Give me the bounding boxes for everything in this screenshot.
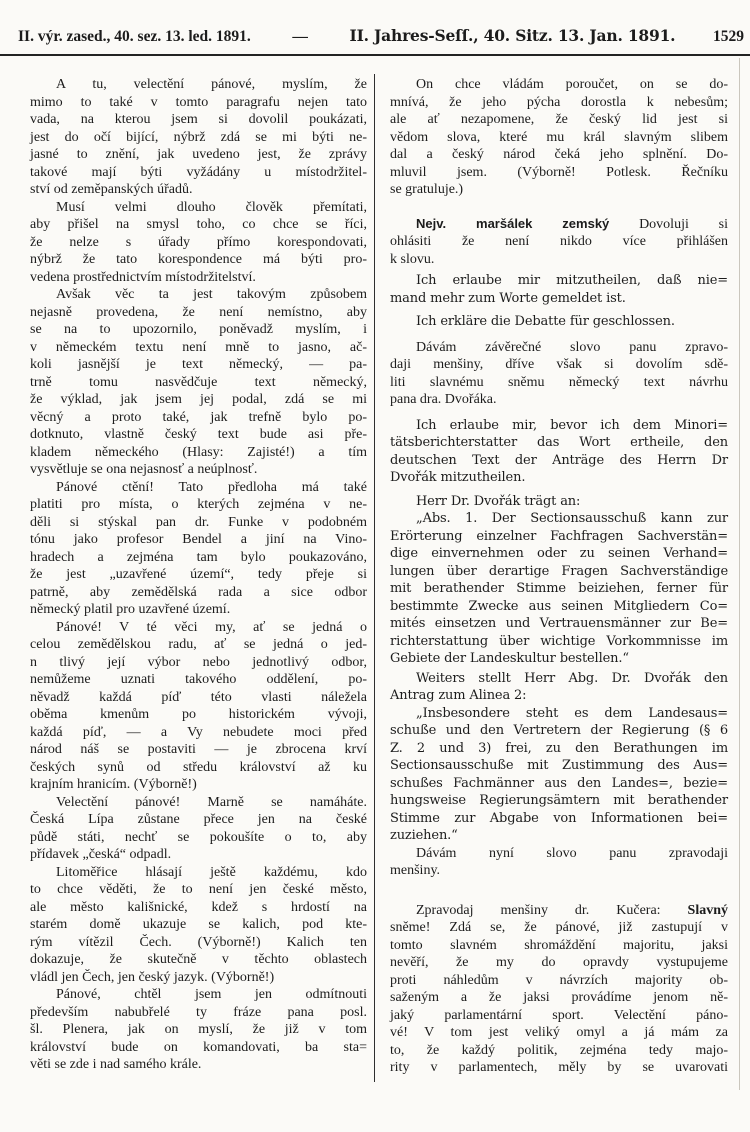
text-line: hradech a zejména tam bylo poukazováno, [30,549,367,565]
text-line: platiti pro místa, o kterých zejména v ne- [30,497,367,512]
text-line: jest do očí bijící, nýbrž zdá se mi býti ne- [30,129,367,145]
text-line: Ich erlaube mir, bevor ich dem Minori= [416,417,728,433]
left-column [30,76,367,1074]
text-line: „Abs. 1. Der Sectionsausschuß kann zur [416,511,728,526]
column-divider [374,74,375,1082]
paragraph [390,76,728,199]
text-line: jasné to znění, jak uvedeno jest, že zprávy [30,147,367,162]
text-line: především nabubřelé ty fráze pana posl. [30,1004,367,1020]
text-line: vé! V tom jest veliký omyl a já mám za [390,1025,728,1040]
text-line: půdě státi, nechť se pokoušíte o to, aby [30,829,367,845]
text-line: vedena prostřednictvím místodržitelství. [30,269,256,285]
text-line: zuziehen.“ [390,828,458,843]
header-czech-session: II. výr. zased., 40. sez. 13. led. 1891. [18,28,251,45]
text-line: lungen über derartige Fragen Sachverständige [390,563,728,579]
header-german-session: II. Jahres-Seſſ., 40. Sitz. 13. Jan. 1891. [349,26,676,45]
paragraph [390,493,728,511]
text-line: Pánové, chtěl jsem jen odmítnouti [56,987,367,1002]
text-line: Dávám nyní slovo panu zpravodaji [416,845,728,861]
paragraph [390,339,728,409]
text-line: hungsweise Regierungsämtern mit berathender [390,793,728,808]
text-line: nevěří, že my do opravdy vystupujeme [390,955,728,970]
text-line: že výklad, jak jsem jej podal, zdá se mi [30,392,367,407]
text-line: Erörterung einzelner Fachfragen Sachverstän= [390,528,728,544]
paragraph [390,417,728,487]
text-line: mnívá, že jeho pýcha dorostla k nebesům; [390,94,728,110]
text-line: mluvil jsem. (Výborně! Potlesk. Řečníku [390,164,728,180]
text-line: Antrag zum Alinea 2: [390,688,527,703]
text-line: takové mají býti vyžádány u místodržitel- [30,164,367,180]
paragraph [30,76,367,199]
paragraph [30,199,367,287]
right-column [390,76,728,1077]
text-line: proti náhledům v návrzích majority ob- [390,972,728,988]
text-line: Herr Dr. Dvořák trägt an: [416,493,581,509]
text-line: vysvětluje se ona nejasnosť a neúplnosť. [30,462,258,477]
text-line: nemůžeme uznati takového oddělení, po- [30,672,367,687]
text-line: ale město kališnické, kdež s hrdostí na [30,899,367,915]
page-header [18,26,744,46]
text-line: nýbrž že tato korespondence má býti pro- [30,252,367,267]
paragraph [30,986,367,1074]
header-rule [0,54,750,56]
text-line: Weiters stellt Herr Abg. Dr. Dvořák den [416,670,728,686]
text-line: se gratuluje.) [390,182,464,197]
text-line: vědom slova, které mu král slavným slibem [390,129,728,145]
text-line: Z. 2 und 3) frei, zu den Berathungen im [390,740,728,756]
text-line: ství od zeměpanských úřadů. [30,182,193,197]
text-line: daji menšiny, dříve však si dovolím sdě- [390,357,728,372]
text-line: německý platil pro uzavřené území. [30,602,231,617]
text-line: Velectění pánové! Marně se namáháte. [56,794,367,810]
paragraph [30,794,367,864]
text-line: věti se zde i nad samého krále. [30,1057,202,1072]
paragraph [390,705,728,845]
text-line: k slovu. [390,251,435,267]
text-line: schußes Fachmänner aus den Landes=, bezie= [390,775,728,791]
text-line: šl. Plenera, jak on myslí, že již v tom [30,1022,367,1037]
text-line: A tu, velectění pánové, myslím, že [56,77,367,92]
text-line: starém domě ukazuje se kalich, pod kte- [30,917,367,932]
text-line: jaký parlamentární sport. Velectění páno- [390,1007,728,1023]
text-line: „Insbesondere steht es dem Landesaus= [416,705,728,721]
text-line: přídavek „česká“ odpadl. [30,847,172,862]
text-line: každá píď, — a Vy nebudete moci před [30,724,367,740]
paragraph [30,619,367,794]
paragraph [30,479,367,619]
text-line: patrně, aby zemědělská rada a sice odbor [30,584,367,600]
text-line: celou zemědělskou radu, ať se jedná o jed- [30,637,367,652]
text-line: Gebiete der Landeskultur bestellen.“ [390,651,629,666]
paragraph [390,902,728,1077]
text-line: dal a český národ čeká jeho splnění. Do- [390,147,728,162]
text-line: Musí velmi dlouho člověk přemítati, [56,199,367,215]
paragraph [30,286,367,479]
paragraph [390,272,728,307]
text-line: aby přišel na smysl toho, co chce se říci, [30,217,367,232]
right-edge-line [739,58,740,1090]
text-line: národ náš se postaviti — je zbrocena krví [30,742,367,757]
text-line: pana dra. Dvořáka. [390,392,497,407]
text-line: rity v parlamentech, měly by se uvarovati [390,1060,728,1075]
text-line: Litoměřice hlásají ještě každému, kdo [56,864,367,880]
text-line: mit berathender Stimme beiziehen, ferner für [390,581,728,596]
text-line: tomto slavném shromáždění majoritu, jaksi [390,937,728,953]
text-line: mand mehr zum Worte gemeldet ist. [390,290,626,306]
text-line: Ich erkläre die Debatte für geschlossen. [416,314,675,329]
text-line: krajním hranicím. (Výborně!) [30,777,197,792]
text-line: v německém textu není mně to jasno, ač- [30,339,367,355]
paragraph [390,510,728,668]
text-line: českých synů od středu království až ku [30,759,367,775]
page-number: 1529 [713,28,744,45]
text-line: menšiny. [390,863,441,878]
text-line: ohlásiti že není nikdo více přihlášen [390,234,728,249]
text-line: dokazuje, že skutečně v těchto oblastech [30,952,367,967]
speaker-name: Nejv. maršálek zemský [416,215,610,231]
text-line: Pánové ctění! Tato předloha má také [56,479,367,495]
paragraph [390,670,728,705]
text-line: rým vítězil Čech. (Výborně!) Kalich ten [30,934,367,950]
text-line: Dávám závěrečné slovo panu zpravo- [416,339,728,355]
text-line: Stimme zur Abgabe von Informationen bei= [390,810,728,826]
text-line: nejasně provedena, že není nemístno, aby [30,304,367,320]
text-line: kladem německého (Hlasy: Zajisté!) a tím [30,444,367,460]
emphasized-text: Slavný [687,902,728,918]
text-line: bestimmte Zwecke aus seinen Mitgliedern Co= [390,598,728,614]
text-line: saženým a že jaksi provádíme jenom ně- [390,990,728,1005]
text-line: že jest „uzavřené území“, tedy přeje si [30,567,367,582]
text-line: věcný a proto také, jak trefně bylo po- [30,409,367,425]
text-line: ale ať nezapomene, že český lid jest si [390,112,728,127]
text-line: vada, na kterou jsem si dovolil poukázati, [30,112,367,127]
text-line: Nejv. maršálek zemský Dovoluji si [416,215,728,232]
text-line: schuße und den Vertretern der Regierung (§ 6 [390,723,728,738]
text-line: trně tomu nasvědčuje text německý, [30,374,367,390]
text-line: dotknuto, vlastně český text bude asi pře- [30,427,367,442]
text-line: Pánové! V té věci my, ať se jedná o [56,619,367,635]
text-line: On chce vládám poroučet, on se do- [416,77,728,92]
paragraph [390,313,728,331]
paragraph [30,864,367,987]
text-line: dige einvernehmen oder zu seinen Verhand= [390,546,728,561]
text-line: oběma kmenům po historickém vývoji, [30,707,367,722]
text-line: Avšak věc ta jest takovým způsobem [56,287,367,302]
text-line: richterstattung über wichtige Vorkommnisse im [390,633,728,649]
text-line: mités einsetzen und Vertrauensmänner zur Be= [390,616,728,631]
text-line: mimo to také v tomto paragrafu nejen tato [30,94,367,110]
header-dash: — [292,28,308,45]
text-line: koli jasnější je text německý, — pa- [30,357,367,372]
text-line: sněme! Zdá se, že pánové, již zastupují v [390,920,728,935]
text-line: Česká Lípa zůstane přece jen na české [30,812,367,827]
text-line: liti slavnému sněmu německý text návrhu [390,374,728,390]
text-line: Dvořák mitzutheilen. [390,470,526,485]
text-line: něvadž každá píď této vlasti náležela [30,689,367,705]
text-line: království bude on komandovati, ba sta= [30,1039,367,1055]
text-line: že nelze s úřady přímo korespondovati, [30,234,367,250]
text-line: to chce věděti, že to není jen české město, [30,882,367,897]
text-line: Ich erlaube mir mitzutheilen, daß nie= [416,273,728,288]
text-line: deutschen Text der Anträge des Herrn Dr [390,452,728,468]
text-line: se na to upozornilo, poněvadž myslím, i [30,322,367,337]
text-line: Sectionsausschuße mit Zustimmung des Aus= [390,758,728,773]
text-line: n tlivý její výbor nebo jednotlivý odbor, [30,654,367,670]
text-line: Zpravodaj menšiny dr. Kučera: Slavný [416,902,728,918]
text-line: tätsberichterstatter das Wort ertheile, den [390,435,728,450]
text-line: děli si stýskal pan dr. Funke v podobném [30,514,367,530]
text-line: tónu jako profesor Bendel a jiní na Vino- [30,532,367,547]
text-line: to, že každý politik, zejména tedy majo- [390,1042,728,1058]
paragraph [390,845,728,880]
paragraph [390,215,728,269]
text-line: vládl jen Čech, jen český jazyk. (Výborně!) [30,969,275,985]
